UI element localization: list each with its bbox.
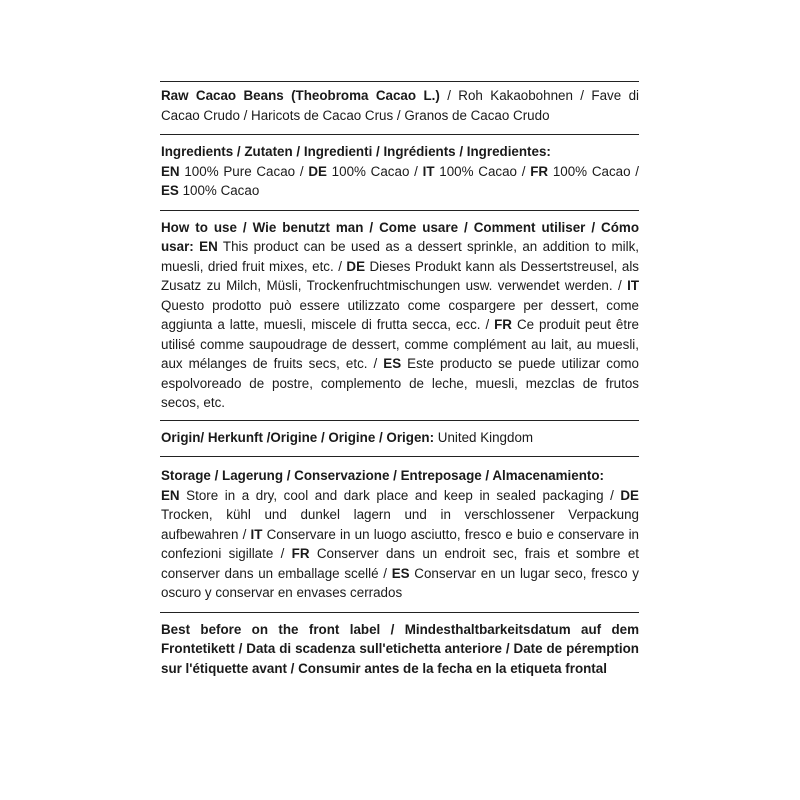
storage-text: Conservare in un luogo asciutto, fresco e buio e conservare in confezioni sigillate / [161,526,639,561]
lang-code: IT [627,278,639,293]
product-name-section [160,81,639,134]
usage-text: Este producto se puede utilizar como espolvoreado de postre, complemento de leche, muesli, mezclas de frutos secos, etc. [161,356,639,410]
lang-code: ES [383,356,402,371]
ingredients-heading: Ingredients / Zutaten / Ingredienti / Ingrédients / Ingredientes: [161,144,551,159]
product-name-translations: / Roh Kakaobohnen / Fave di Cacao Crudo / Haricots de Cacao Crus / Granos de Cacao Crudo [161,88,639,123]
lang-code: FR [530,163,549,179]
lang-code: EN [161,487,180,503]
ingredient-text: 100% Cacao / [434,163,531,179]
storage-text: Conservar en un lugar seco, fresco y oscuro y conservar en envases cerrados [161,565,640,600]
storage-heading: Storage / Lagerung / Conservazione / Entreposage / Almacenamiento: [161,468,604,483]
usage-text: This product can be used as a dessert sprinkle, an addition to milk, muesli, dried fruit mixes, etc. / [161,239,639,274]
usage-text: Ce produit peut être utilisé comme saupoudrage de dessert, comme complément au lait, au muesli, aux mélanges de fruits secs, etc. / [161,317,639,371]
product-label [160,81,639,680]
storage-text: Trocken, kühl und dunkel lagern und in verschlossener Verpackung aufbewahren / [161,507,639,542]
lang-code: FR [291,546,310,561]
best-before-text: Best before on the front label / Mindesthaltbarkeitsdatum auf dem Frontetikett / Data di scadenza sull'etichetta anteriore / Date de péremption sur l'étiquette avant / Consumir antes de la fecha en la etiqueta frontal [161,621,639,676]
lang-code: ES [391,565,410,581]
storage-text: Store in a dry, cool and dark place and keep in sealed packaging / [179,487,621,503]
lang-code: EN [161,163,180,179]
lang-code: IT [422,163,435,179]
lang-code: EN [199,239,218,254]
usage-text: Dieses Produkt kann als Dessertstreusel, als Zusatz zu Milch, Müsli, Trockenfruchtmischungen usw. verwendet werden. / [161,258,640,293]
ingredients-section [160,134,639,210]
ingredient-text: 100% Cacao / [326,163,423,179]
how-to-use-section [160,210,639,420]
ingredient-text: 100% Cacao [178,183,260,198]
storage-text: Conserver dans un endroit sec, frais et sombre et conserver dans un emballage scellé / [161,546,639,581]
lang-code: IT [250,526,263,542]
lang-code: ES [161,183,179,198]
origin-section [160,420,639,457]
lang-code: DE [346,258,366,274]
product-name-bold: Raw Cacao Beans (Theobroma Cacao L.) [161,88,440,103]
origin-value: United Kingdom [434,429,534,445]
lang-code: DE [620,487,639,503]
lang-code: DE [308,163,327,179]
ingredient-text: 100% Pure Cacao / [179,163,309,179]
usage-text: Questo prodotto può essere utilizzato come cospargere per dessert, come aggiunta a latte, muesli, miscele di frutta secca, ecc. / [161,297,639,332]
origin-heading: Origin/ Herkunft /Origine / Origine / Origen: [161,429,435,445]
best-before-section [160,612,639,681]
storage-section [160,456,639,612]
ingredient-text: 100% Cacao / [548,163,640,179]
how-to-use-heading: How to use / Wie benutzt man / Come usare / Comment utiliser / Cómo usar: [161,219,639,254]
lang-code: FR [494,317,512,332]
